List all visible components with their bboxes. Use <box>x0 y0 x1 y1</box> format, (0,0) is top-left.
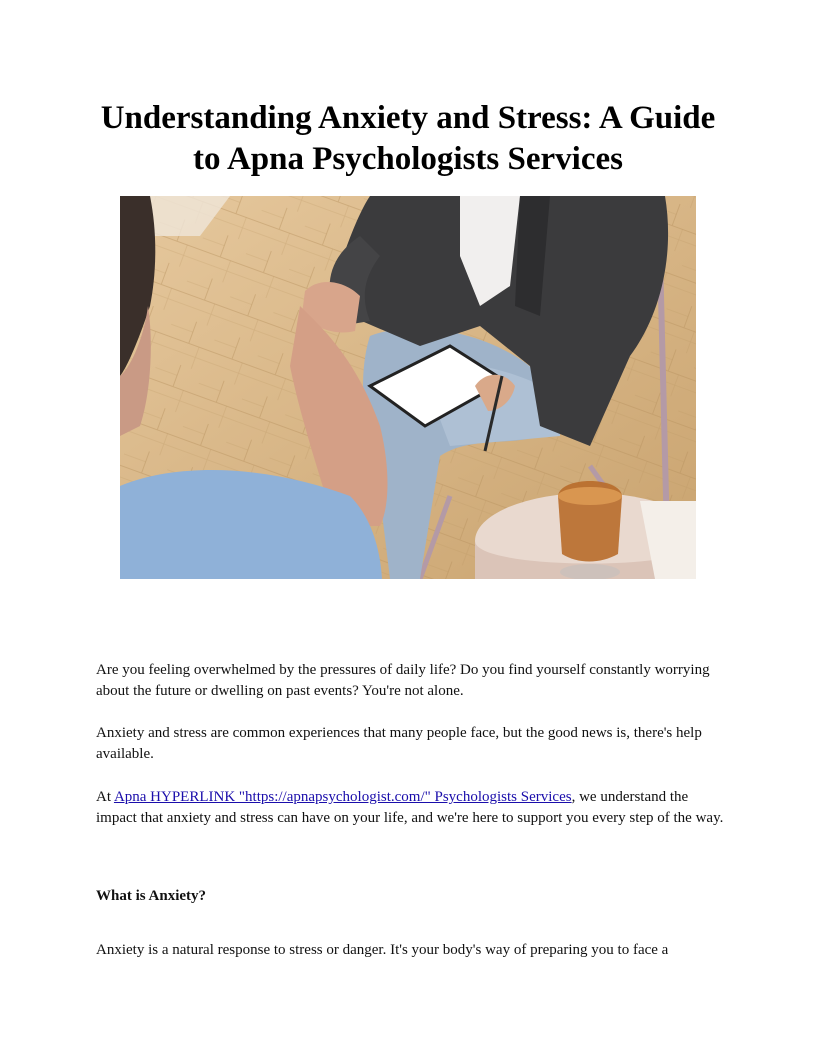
services-paragraph-lead: At <box>96 789 114 805</box>
services-paragraph-rest: , we understand the impact that anxiety and stress can have on your life, and we're here to support you every step of the way. <box>96 789 724 826</box>
section-heading-what-is-anxiety: What is Anxiety? <box>96 888 207 904</box>
help-paragraph: Anxiety and stress are common experiences that many people face, but the good news is, there's help available. <box>96 725 702 762</box>
apna-psychologists-link[interactable]: Apna HYPERLINK "https://apnapsychologist.com/" Psychologists Services <box>113 789 572 805</box>
services-paragraph <box>96 787 726 829</box>
counseling-session-photo <box>120 196 696 579</box>
anxiety-paragraph: Anxiety is a natural response to stress or danger. It's your body's way of preparing you to face a <box>96 942 669 958</box>
document-title: Understanding Anxiety and Stress: A Guide to Apna Psychologists Services <box>100 100 716 177</box>
intro-paragraph: Are you feeling overwhelmed by the pressures of daily life? Do you find yourself constantly worrying about the future or dwelling on past events? You're not alone. <box>96 662 710 699</box>
